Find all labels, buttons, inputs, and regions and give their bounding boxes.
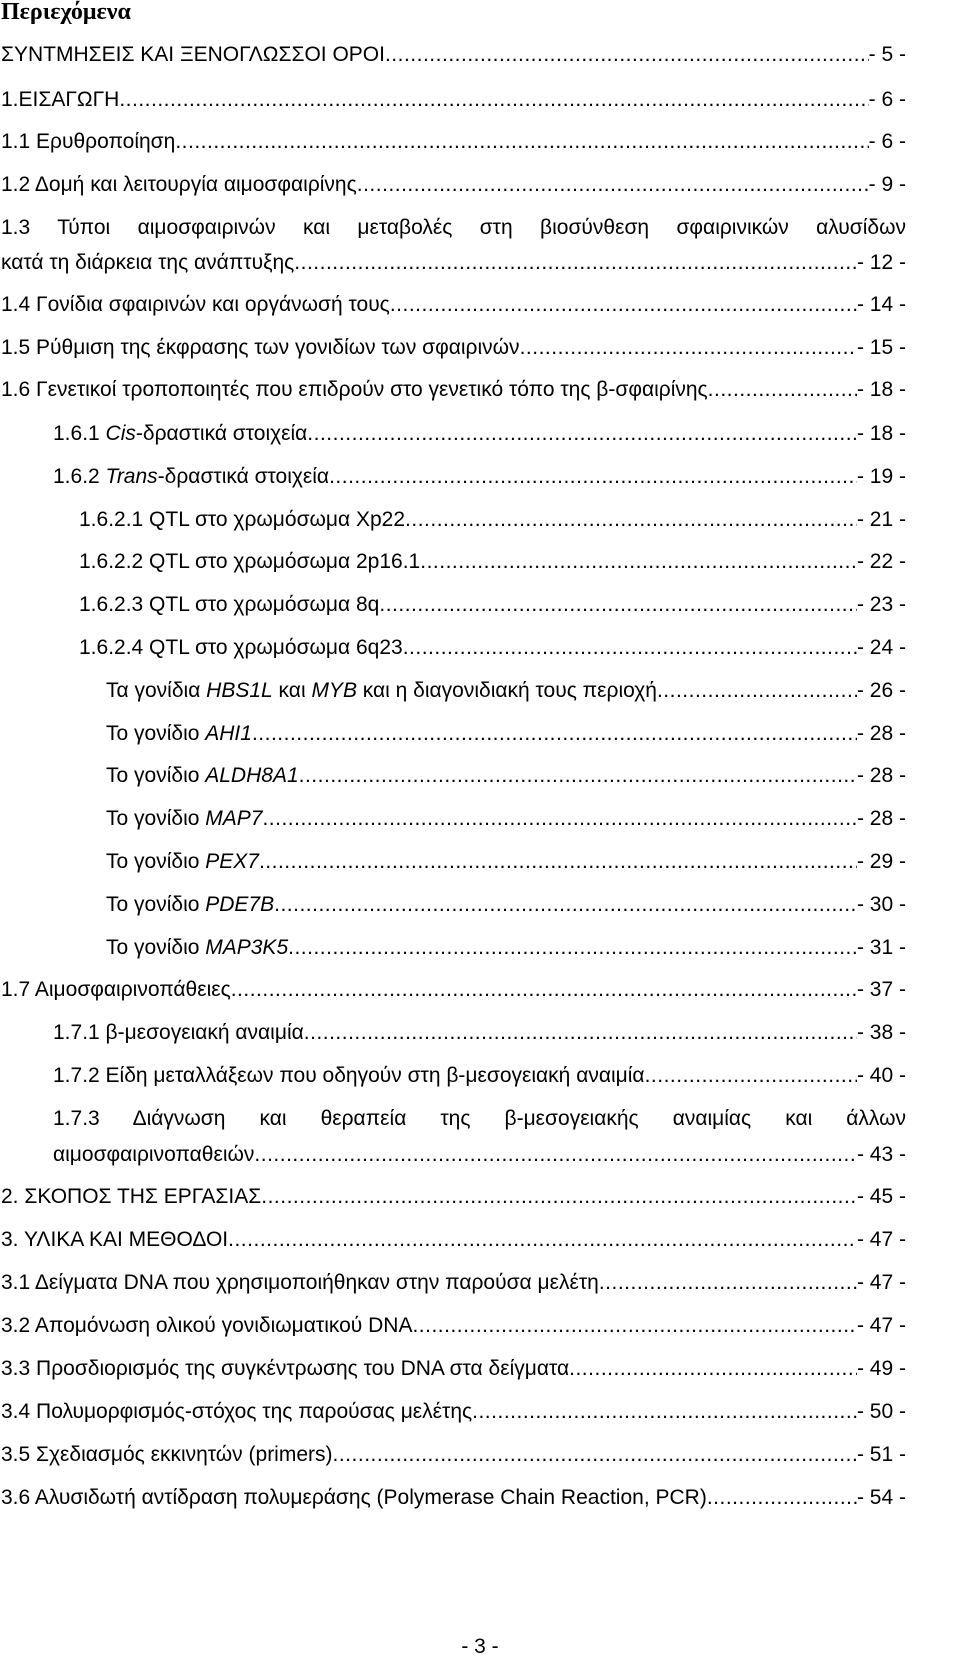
toc-page-number: - 29 - [856, 850, 906, 873]
dot-leader [657, 678, 857, 704]
dot-leader [403, 635, 857, 661]
toc-page-number: - 31 - [856, 936, 906, 959]
toc-page-number: - 5 - [868, 43, 906, 66]
toc-page-number: - 40 - [856, 1064, 906, 1087]
toc-entry-title: 3.5 Σχεδιασμός εκκινητών (primers) [1, 1443, 333, 1466]
title-pre: Το γονίδιο [106, 850, 206, 873]
toc-entry-title: 1.6.2.4 QTL στο χρωμόσωμα 6q23 [79, 636, 403, 659]
toc-entry-title [106, 892, 274, 918]
toc-entry-title [106, 806, 262, 832]
toc-entry[interactable] [53, 464, 906, 490]
toc-entry[interactable] [106, 892, 906, 918]
title-pre: Το γονίδιο [106, 936, 206, 959]
toc-page-number: - 6 - [868, 130, 906, 153]
toc-entry-title [106, 678, 657, 704]
toc-page-number: - 15 - [856, 336, 906, 359]
toc-entry[interactable] [106, 721, 906, 747]
toc-entry-title: 3.1 Δείγματα DNA που χρησιμοποιήθηκαν στην παρούσα μελέτη [1, 1271, 599, 1294]
dot-leader [707, 1485, 857, 1511]
toc-entry-title [106, 935, 288, 961]
toc-page-number: - 23 - [856, 593, 906, 616]
dot-leader [299, 763, 857, 789]
italic-term: Trans [105, 465, 158, 488]
toc-entry-title [106, 849, 259, 875]
toc-page-number: - 50 - [856, 1400, 906, 1423]
toc-entry-title: 1.4 Γονίδια σφαιρινών και οργάνωσή τους [1, 293, 390, 316]
gene-name: ALDH8A1 [205, 764, 299, 787]
toc-entry[interactable] [1, 377, 906, 403]
toc-entry[interactable] [79, 592, 906, 618]
toc-page-number: - 47 - [856, 1228, 906, 1251]
toc-entry[interactable] [1, 1485, 906, 1511]
toc-entry-title: ΣΥΝΤΜΗΣΕΙΣ ΚΑΙ ΞΕΝΟΓΛΩΣΣΟΙ ΟΡΟΙ [1, 43, 385, 66]
toc-entry[interactable] [106, 935, 906, 961]
toc-entry[interactable] [53, 1142, 906, 1168]
title-pre: Το γονίδιο [106, 807, 206, 830]
dot-leader [412, 1313, 857, 1339]
dot-leader [520, 335, 857, 361]
toc-entry-title: 1.7.2 Είδη μεταλλάξεων που οδηγούν στη β-μεσογειακή αναιμία [53, 1064, 645, 1087]
toc-page-number: - 28 - [856, 807, 906, 830]
toc-page-number: - 18 - [856, 422, 906, 445]
toc-entry-title [53, 421, 307, 447]
toc-entry[interactable] [1, 292, 906, 318]
dot-leader [385, 42, 869, 68]
dot-leader [175, 129, 868, 155]
dot-leader [261, 1184, 857, 1210]
toc-entry-title: 1.7.1 β-μεσογειακή αναιμία [53, 1021, 304, 1044]
dot-leader [254, 1142, 857, 1168]
dot-leader [333, 1442, 857, 1468]
gene-name: HBS1L [206, 679, 273, 702]
toc-page-number: - 12 - [856, 251, 906, 274]
title-mid: και [272, 679, 312, 702]
toc-entry-title: 1.7 Αιμοσφαιρινοπάθειες [1, 978, 231, 1001]
dot-leader [472, 1399, 857, 1425]
toc-entry-title: 3.3 Προσδιορισμός της συγκέντρωσης του DNA στα δείγματα [1, 1357, 570, 1380]
toc-page-number: - 37 - [856, 978, 906, 1001]
toc-entry[interactable] [1, 1313, 906, 1339]
gene-name: PDE7B [205, 893, 275, 916]
toc-page-number: - 18 - [856, 378, 906, 401]
toc-entry[interactable] [1, 129, 906, 155]
gene-name: MAP7 [205, 807, 263, 830]
toc-entry[interactable] [79, 635, 906, 661]
gene-name: AHI1 [205, 722, 252, 745]
toc-entry-title: 3. ΥΛΙΚΑ ΚΑΙ ΜΕΘΟΔΟΙ [1, 1228, 229, 1251]
toc-page-number: - 51 - [856, 1443, 906, 1466]
toc-entry[interactable] [1, 87, 906, 113]
toc-page-number: - 19 - [856, 465, 906, 488]
toc-entry[interactable] [53, 1063, 906, 1089]
toc-entry[interactable] [79, 549, 906, 575]
toc-entry[interactable] [1, 1356, 906, 1382]
dot-leader [252, 721, 857, 747]
toc-entry[interactable] [1, 250, 906, 276]
dot-leader [420, 549, 857, 575]
toc-page-number: - 22 - [856, 550, 906, 573]
toc-page-number: - 54 - [856, 1486, 906, 1509]
toc-entry[interactable] [79, 507, 906, 533]
toc-entry[interactable] [1, 1399, 906, 1425]
toc-entry-title [53, 464, 329, 490]
toc-entry[interactable] [1, 1270, 906, 1296]
dot-leader [599, 1270, 857, 1296]
gene-name: MAP3K5 [205, 936, 289, 959]
toc-page-number: - 38 - [856, 1021, 906, 1044]
title-pre: Το γονίδιο [106, 722, 206, 745]
toc-entry-title: 1.2 Δομή και λειτουργία αιμοσφαιρίνης [1, 173, 357, 196]
title-rest: -δραστικά στοιχεία [135, 422, 308, 445]
dot-leader [262, 806, 857, 832]
dot-leader [274, 892, 857, 918]
dot-leader [708, 377, 857, 403]
dot-leader [259, 849, 857, 875]
toc-entry-title-line1[interactable]: 1.7.3 Διάγνωση και θεραπεία της β-μεσογειακής αναιμίας και άλλων [53, 1107, 906, 1130]
toc-entry-title-line1[interactable]: 1.3 Τύποι αιμοσφαιρινών και μεταβολές στη βιοσύνθεση σφαιρινικών αλυσίδων [1, 216, 906, 239]
toc-page-number: - 6 - [868, 88, 906, 111]
title-pre: Τα γονίδια [106, 679, 207, 702]
page-footer-number: - 3 - [461, 1635, 499, 1658]
dot-leader [304, 1020, 857, 1046]
toc-page-number: - 47 - [856, 1314, 906, 1337]
toc-entry[interactable] [1, 335, 906, 361]
toc-entry-title-line2: κατά τη διάρκεια της ανάπτυξης [1, 251, 295, 274]
dot-leader [405, 507, 857, 533]
toc-entry-title: 1.1 Ερυθροποίηση [1, 130, 176, 153]
toc-page-number: - 28 - [856, 722, 906, 745]
title-pre: Το γονίδιο [106, 764, 206, 787]
toc-entry[interactable] [106, 763, 906, 789]
toc-entry-title: 1.6.2.1 QTL στο χρωμόσωμα Xp22 [79, 508, 406, 531]
toc-page-number: - 30 - [856, 893, 906, 916]
toc-page-number: - 47 - [856, 1271, 906, 1294]
italic-term: Cis [105, 422, 136, 445]
toc-entry[interactable] [53, 1020, 906, 1046]
dot-leader [569, 1356, 857, 1382]
toc-entry-title-line2: αιμοσφαιρινοπαθειών [53, 1143, 255, 1166]
toc-entry[interactable] [1, 1184, 906, 1210]
title-pre: Το γονίδιο [106, 893, 206, 916]
dot-leader [119, 87, 868, 113]
toc-entry-title: 1.ΕΙΣΑΓΩΓΗ [1, 88, 120, 111]
toc-entry[interactable] [106, 849, 906, 875]
toc-entry[interactable] [1, 1442, 906, 1468]
toc-entry[interactable] [106, 678, 906, 704]
dot-leader [390, 292, 857, 318]
toc-page-number: - 28 - [856, 764, 906, 787]
toc-page-number: - 24 - [856, 636, 906, 659]
gene-name: PEX7 [205, 850, 259, 873]
section-number: 1.6.1 [53, 422, 106, 445]
toc-page-number: - 21 - [856, 508, 906, 531]
toc-entry-title [106, 721, 252, 747]
gene-name: MYB [311, 679, 357, 702]
dot-leader [329, 464, 857, 490]
toc-entry[interactable] [1, 172, 906, 198]
toc-entry-title: 1.5 Ρύθμιση της έκφρασης των γονιδίων των σφαιρινών [1, 336, 520, 359]
toc-heading: Περιεχόμενα [1, 0, 131, 25]
dot-leader [228, 1227, 857, 1253]
toc-page-number: - 9 - [868, 173, 906, 196]
title-post: και η διαγονιδιακή τους περιοχή [356, 679, 657, 702]
toc-entry[interactable] [53, 421, 906, 447]
toc-entry-title: 1.6.2.3 QTL στο χρωμόσωμα 8q [79, 593, 380, 616]
toc-page-number: - 14 - [856, 293, 906, 316]
title-rest: -δραστικά στοιχεία [157, 465, 330, 488]
toc-entry-title: 3.2 Απομόνωση ολικού γονιδιωματικού DNA [1, 1314, 413, 1337]
dot-leader [357, 172, 869, 198]
toc-entry[interactable] [1, 1227, 906, 1253]
dot-leader [231, 977, 857, 1003]
toc-page-number: - 49 - [856, 1357, 906, 1380]
toc-entry-title: 3.4 Πολυμορφισμός-στόχος της παρούσας μελέτης [1, 1400, 473, 1423]
dot-leader [379, 592, 857, 618]
toc-page-number: - 45 - [856, 1185, 906, 1208]
toc-entry[interactable] [1, 977, 906, 1003]
dot-leader [307, 421, 857, 447]
dot-leader [288, 935, 857, 961]
toc-entry[interactable] [1, 42, 906, 68]
toc-entry-title: 1.6.2.2 QTL στο χρωμόσωμα 2p16.1 [79, 550, 421, 573]
toc-page-number: - 26 - [856, 679, 906, 702]
toc-page-number: - 43 - [856, 1143, 906, 1166]
toc-entry[interactable] [106, 806, 906, 832]
section-number: 1.6.2 [53, 465, 106, 488]
dot-leader [645, 1063, 857, 1089]
toc-entry-title: 1.6 Γενετικοί τροποποιητές που επιδρούν στο γενετικό τόπο της β-σφαιρίνης [1, 378, 708, 401]
dot-leader [294, 250, 857, 276]
toc-entry-title: 3.6 Αλυσιδωτή αντίδραση πολυμεράσης (Polymerase Chain Reaction, PCR) [1, 1486, 707, 1509]
toc-entry-title [106, 763, 299, 789]
toc-entry-title: 2. ΣΚΟΠΟΣ ΤΗΣ ΕΡΓΑΣΙΑΣ [1, 1185, 262, 1208]
